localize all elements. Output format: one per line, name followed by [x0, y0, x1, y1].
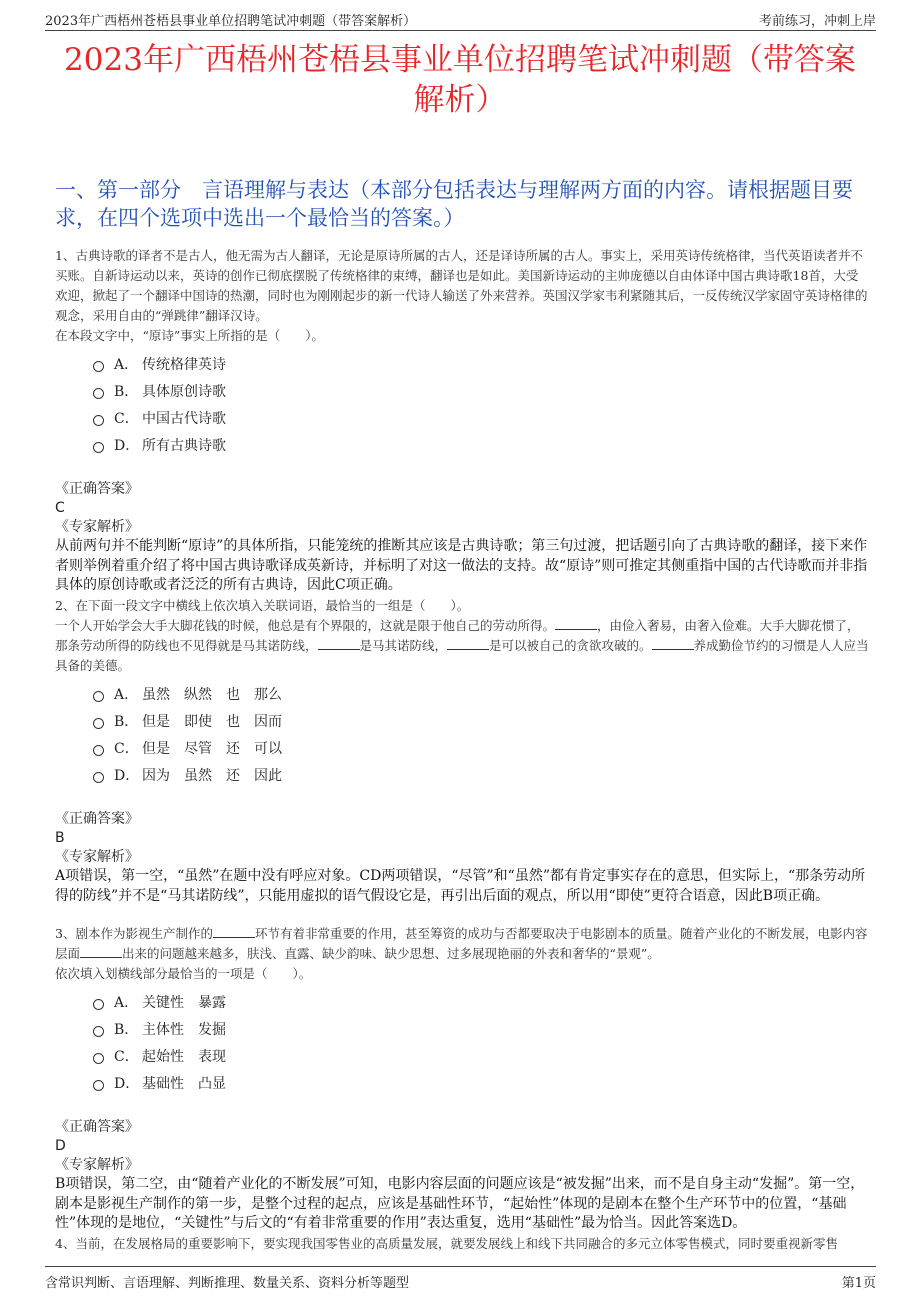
passage-part: 是马其诺防线，	[359, 638, 448, 653]
radio-icon[interactable]	[93, 388, 104, 399]
answer-label: 《正确答案》	[55, 1119, 139, 1135]
option-d[interactable]	[93, 431, 870, 458]
radio-icon[interactable]	[93, 718, 104, 729]
radio-icon[interactable]	[93, 691, 104, 702]
option-text: 具体原创诗歌	[142, 383, 226, 400]
question-1	[55, 246, 870, 596]
page-header	[0, 0, 920, 30]
option-letter: A．	[114, 686, 139, 703]
option-b[interactable]	[93, 1015, 870, 1042]
answer-value: C	[55, 500, 65, 516]
option-letter: B．	[114, 383, 139, 400]
option-letter: D．	[114, 767, 140, 784]
option-a[interactable]	[93, 988, 870, 1015]
option-a[interactable]	[93, 350, 870, 377]
expert-explanation: A项错误，第一空，“虽然”在题中没有呼应对象。CD两项错误，“尽管”和“虽然”都有肯定事实存在的意思，但实际上，“那条劳动所得的防线”并不是“马其诺防线”，只能用虚拟的语气假设它是，再引出后面的观点，所以用“即使”更符合语意，因此B项正确。	[55, 868, 866, 904]
footer-divider	[45, 1266, 876, 1267]
option-b[interactable]	[93, 707, 870, 734]
option-letter: C．	[114, 740, 139, 757]
question-2-text: 2、在下面一段文字中横线上依次填入关联词语，最恰当的一组是（ ）。	[55, 598, 470, 613]
option-letter: A．	[114, 356, 139, 373]
option-text: 但是 尽管 还 可以	[142, 740, 282, 757]
question-2-passage	[55, 616, 870, 676]
radio-icon[interactable]	[93, 442, 104, 453]
expert-label: 《专家解析》	[55, 519, 139, 535]
question-2-options	[93, 680, 870, 788]
option-letter: C．	[114, 1048, 139, 1065]
passage-part: 出来的问题越来越多，肤浅、直露、缺少韵味、缺少思想、过多展现艳丽的外表和奢华的“景观”。	[122, 946, 660, 961]
answer-blank	[213, 925, 255, 938]
question-1-prompt: 在本段文字中，“原诗”事实上所指的是（ ）。	[55, 328, 325, 343]
radio-icon[interactable]	[93, 1053, 104, 1064]
option-letter: C．	[114, 410, 139, 427]
answer-value: B	[55, 830, 65, 846]
option-text: 但是 即使 也 因而	[142, 713, 282, 730]
option-text: 所有古典诗歌	[142, 437, 226, 454]
section-heading: 一、第一部分 言语理解与表达（本部分包括表达与理解两方面的内容。请根据题目要求，在四个选项中选出一个最恰当的答案。）	[55, 178, 853, 230]
header-slogan: 考前练习，冲刺上岸	[758, 14, 876, 29]
option-letter: A．	[114, 994, 139, 1011]
radio-icon[interactable]	[93, 415, 104, 426]
page-title: 2023年广西梧州苍梧县事业单位招聘笔试冲刺题（带答案解析）	[64, 42, 856, 118]
question-3-text	[55, 924, 870, 964]
option-text: 因为 虽然 还 因此	[142, 767, 282, 784]
answer-block	[55, 1118, 870, 1234]
option-text: 起始性 表现	[142, 1048, 226, 1065]
header-doc-title: 2023年广西梧州苍梧县事业单位招聘笔试冲刺题（带答案解析）	[45, 14, 417, 29]
expert-explanation: B项错误，第二空，由“随着产业化的不断发展”可知，电影内容层面的问题应该是“被发掘”出来，而不是自身主动“发掘”。第一空，剧本是影视生产制作的第一步，是整个过程的起点，应该是基础性环节，“起始性”体现的是剧本在整个生产环节中的位置，“基础性”体现的是地位，“关键性”与后文的“有着非常重要的作用”表达重复，选用“基础性”最为恰当。因此答案选D。	[55, 1176, 865, 1231]
option-c[interactable]	[93, 1042, 870, 1069]
option-letter: D．	[114, 1075, 140, 1092]
passage-part: ，由俭入奢易，由奢入俭难。大手大脚花惯了，那条劳动所得的防线也不见得就是马其诺防线，	[55, 618, 860, 653]
option-text: 虽然 纵然 也 那么	[142, 686, 282, 703]
option-c[interactable]	[93, 404, 870, 431]
radio-icon[interactable]	[93, 1026, 104, 1037]
footer-note: 含常识判断、言语理解、判断推理、数量关系、资料分析等题型	[45, 1276, 410, 1291]
radio-icon[interactable]	[93, 999, 104, 1010]
expert-label: 《专家解析》	[55, 1157, 139, 1173]
radio-icon[interactable]	[93, 1080, 104, 1091]
answer-blank	[318, 637, 360, 650]
page-footer	[0, 1266, 920, 1302]
passage-part: 是可以被自己的贪欲攻破的。	[489, 638, 652, 653]
radio-icon[interactable]	[93, 772, 104, 783]
option-a[interactable]	[93, 680, 870, 707]
radio-icon[interactable]	[93, 745, 104, 756]
option-b[interactable]	[93, 377, 870, 404]
option-letter: B．	[114, 713, 139, 730]
page-number: 第1页	[841, 1276, 876, 1291]
expert-label: 《专家解析》	[55, 849, 139, 865]
option-text: 基础性 凸显	[142, 1075, 226, 1092]
answer-block	[55, 480, 870, 596]
answer-label: 《正确答案》	[55, 481, 139, 497]
option-d[interactable]	[93, 761, 870, 788]
question-3-prompt: 依次填入划横线部分最恰当的一项是（ ）。	[55, 966, 312, 981]
answer-block	[55, 810, 870, 906]
answer-blank	[80, 945, 122, 958]
option-text: 关键性 暴露	[142, 994, 226, 1011]
answer-blank	[555, 617, 597, 630]
header-divider	[45, 30, 876, 31]
question-1-options	[93, 350, 870, 458]
question-4-text: 4、当前，在发展格局的重要影响下，要实现我国零售业的高质量发展，就要发展线上和线下共同融合的多元立体零售模式，同时要重视新零售	[55, 1236, 838, 1251]
option-text: 中国古代诗歌	[142, 410, 226, 427]
question-4	[55, 1234, 870, 1256]
option-letter: B．	[114, 1021, 139, 1038]
option-text: 主体性 发掘	[142, 1021, 226, 1038]
option-d[interactable]	[93, 1069, 870, 1096]
question-3	[55, 924, 870, 1234]
radio-icon[interactable]	[93, 361, 104, 372]
expert-explanation: 从前两句并不能判断“原诗”的具体所指，只能笼统的推断其应该是古典诗歌；第三句过渡，把话题引向了古典诗歌的翻译，接下来作者则举例着重介绍了将中国古典诗歌译成英新诗，并标明了对这一做法的支持。故“原诗”则可推定其侧重指中国的古代诗歌而并非指具体的原创诗歌或者泛泛的所有古典诗，因此C项正确。	[55, 538, 868, 593]
option-text: 传统格律英诗	[142, 356, 226, 373]
passage-part: 一个人开始学会大手大脚花钱的时候，他总是有个界限的，这就是限于他自己的劳动所得。	[55, 618, 556, 633]
answer-label: 《正确答案》	[55, 811, 139, 827]
answer-value: D	[55, 1138, 66, 1154]
option-letter: D．	[114, 437, 140, 454]
answer-blank	[447, 637, 489, 650]
passage-part: 环节有着非常重要的作用，甚至筹资的成功与否都要取决于电影剧本的质量。随着产业化的不断发展，电影内容层面	[55, 926, 868, 961]
option-c[interactable]	[93, 734, 870, 761]
question-3-options	[93, 988, 870, 1096]
question-1-text: 1、古典诗歌的译者不是古人，他无需为古人翻译，无论是原诗所属的古人，还是译诗所属的古人。事实上，采用英诗传统格律，当代英语读者并不买账。自新诗运动以来，英诗的创作已彻底摆脱了传统格律的束缚，翻译也是如此。美国新诗运动的主帅庞德以自由体译中国古典诗歌18首，大受欢迎，掀起了一个翻译中国诗的热潮，同时也为刚刚起步的新一代诗人输送了外来营养。英国汉学家韦利紧随其后，一反传统汉学家固守英诗格律的观念，采用自由的“弹跳律”翻译汉诗。	[55, 248, 868, 323]
question-2	[55, 596, 870, 906]
passage-part: 养成勤俭节约的习惯是人人应当具备的美德。	[55, 638, 869, 673]
passage-part: 3、剧本作为影视生产制作的	[55, 926, 213, 941]
answer-blank	[652, 637, 694, 650]
